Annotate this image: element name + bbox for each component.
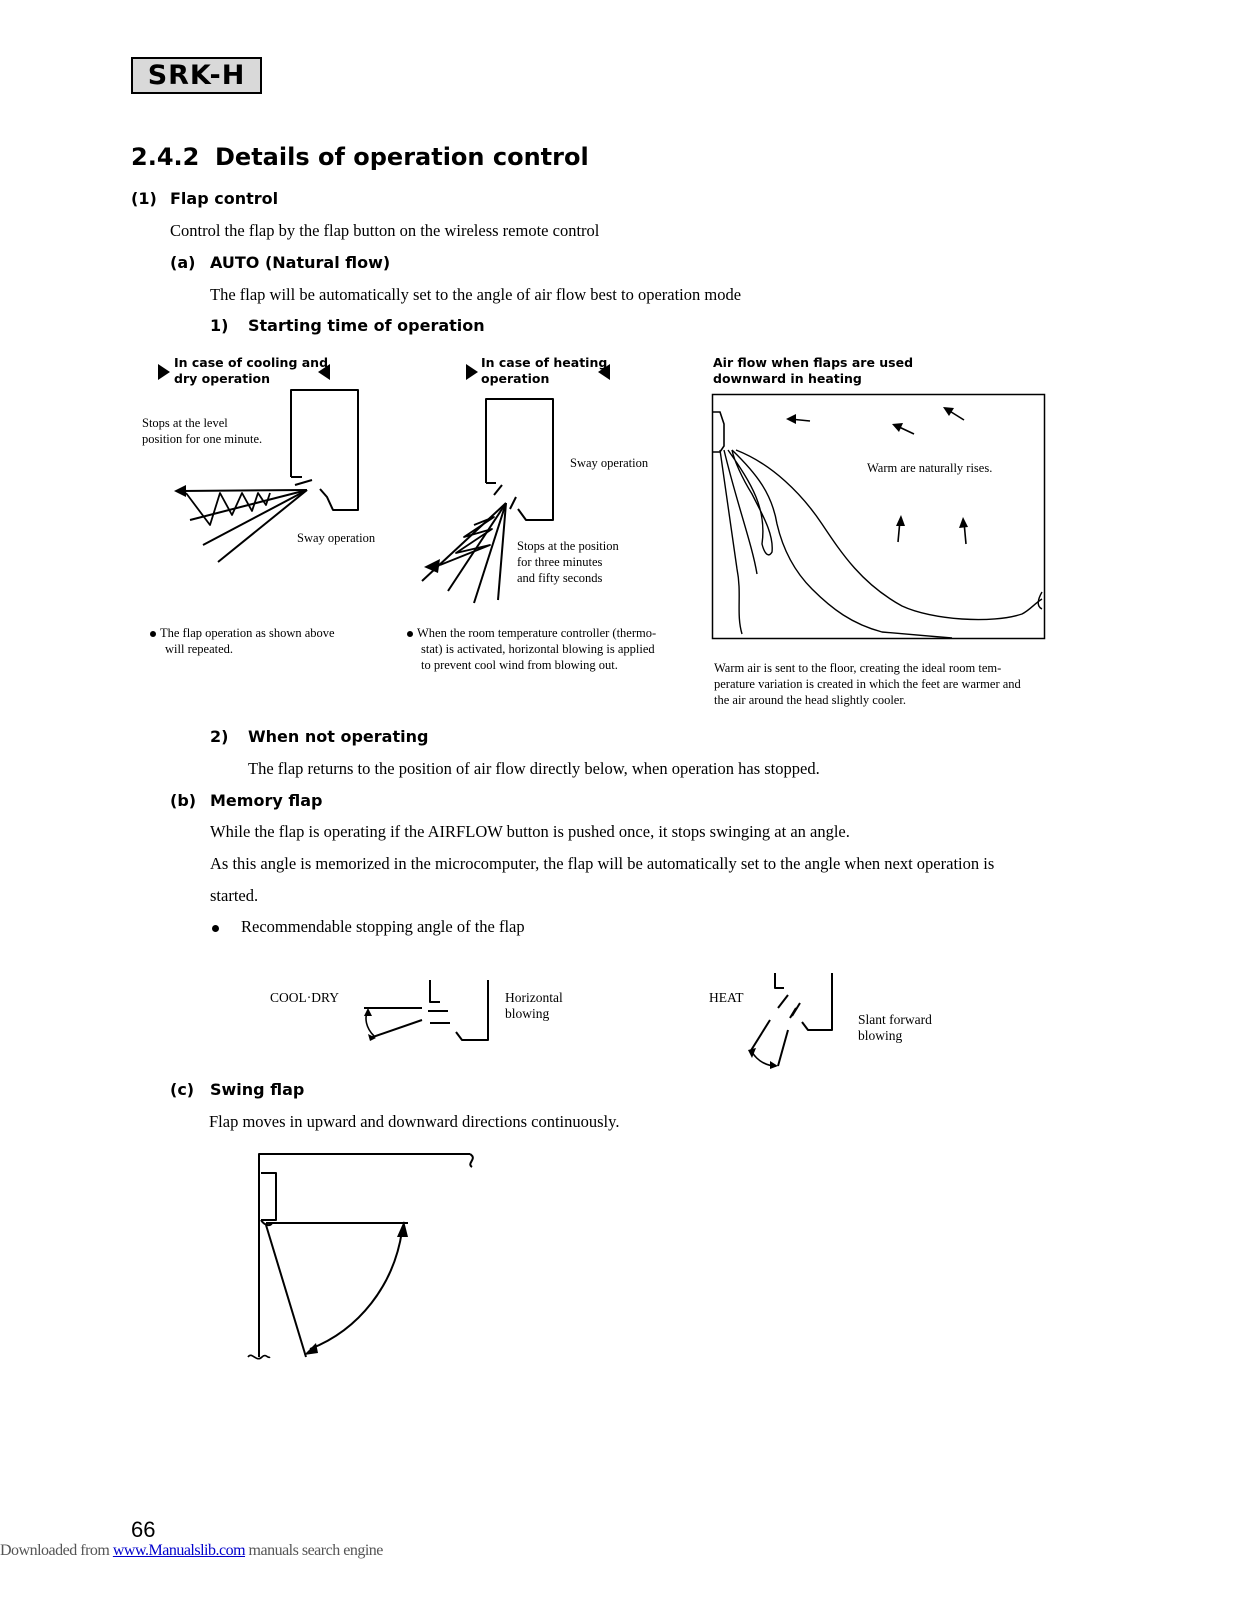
arrow-icon xyxy=(304,1343,318,1355)
right-pointer-icon xyxy=(158,364,170,380)
cool-dry-angle-diagram xyxy=(360,978,492,1044)
arrow-icon xyxy=(896,515,905,526)
flap-control-intro: Control the flap by the flap button on the wireless remote control xyxy=(170,221,600,240)
cooling-heading-line2: dry operation xyxy=(174,371,270,386)
cooling-heading-line1: In case of cooling and xyxy=(174,355,329,370)
footer-suffix: manuals search engine xyxy=(245,1542,383,1559)
starting-number: 1) xyxy=(210,316,229,335)
memory-desc-line1: While the flap is operating if the AIRFLOW button is pushed once, it stops swinging at an angle. xyxy=(210,822,850,841)
heating-note-line2: stat) is activated, horizontal blowing is applied xyxy=(421,642,655,656)
auto-title: AUTO (Natural flow) xyxy=(210,253,391,272)
heating-flap-diagram xyxy=(410,395,570,610)
bullet-icon xyxy=(150,631,156,637)
cooling-note-line2: will repeated. xyxy=(165,642,234,656)
airflow-caption-line1: Warm air is sent to the floor, creating the ideal room tem- xyxy=(714,661,1002,675)
swing-letter: (c) xyxy=(170,1080,195,1099)
memory-desc-line3: started. xyxy=(210,886,259,905)
arrow-icon xyxy=(943,407,954,416)
cooling-sway-label: Sway operation xyxy=(297,531,376,545)
not-operating-number: 2) xyxy=(210,727,229,746)
right-pointer-icon xyxy=(466,364,478,380)
arrow-icon xyxy=(786,414,796,424)
memory-desc-line2: As this angle is memorized in the microcomputer, the flap will be automatically set to the angle when next operation is xyxy=(210,854,995,873)
airflow-caption-line3: the air around the head slightly cooler. xyxy=(714,693,906,707)
heating-note-line3: to prevent cool wind from blowing out. xyxy=(421,658,618,672)
section-heading xyxy=(131,143,589,171)
footer-link[interactable]: www.Manualslib.com xyxy=(112,1542,246,1559)
airflow-heading-line1: Air flow when flaps are used xyxy=(713,355,914,370)
not-operating-desc: The flap returns to the position of air flow directly below, when operation has stopped. xyxy=(248,759,820,778)
heat-desc-line1: Slant forward xyxy=(858,1012,932,1027)
model-badge: SRK-H xyxy=(131,57,262,94)
download-footer xyxy=(0,1542,383,1560)
heating-heading-line2: operation xyxy=(481,371,550,386)
airflow-heading-line2: downward in heating xyxy=(713,371,862,386)
arrow-icon xyxy=(368,1034,376,1041)
bullet-icon xyxy=(407,631,413,637)
arrow-icon xyxy=(959,517,968,528)
airflow-caption-line2: perature variation is created in which the feet are warmer and xyxy=(714,677,1021,691)
heating-stop-line1: Stops at the position xyxy=(517,539,619,553)
heating-stop-line2: for three minutes xyxy=(517,555,603,569)
cooling-flap-diagram xyxy=(170,385,370,575)
cool-dry-label: COOL·DRY xyxy=(270,990,340,1005)
starting-title: Starting time of operation xyxy=(248,316,485,335)
swing-title: Swing flap xyxy=(210,1080,305,1099)
flap-control-title: Flap control xyxy=(170,189,279,208)
swing-flap-diagram xyxy=(244,1145,480,1371)
memory-title: Memory flap xyxy=(210,791,323,810)
auto-heading xyxy=(170,253,390,272)
heating-note-line1: When the room temperature controller (thermo- xyxy=(407,625,656,641)
memory-letter: (b) xyxy=(170,791,197,810)
arrow-icon xyxy=(770,1061,778,1069)
not-operating-heading xyxy=(210,727,428,746)
section-number: 2.4.2 xyxy=(131,143,200,171)
starting-heading xyxy=(210,316,485,335)
cooling-stop-line1: Stops at the level xyxy=(142,416,228,430)
heating-heading-line1: In case of heating xyxy=(481,355,608,370)
heat-angle-diagram xyxy=(742,970,842,1072)
auto-letter: (a) xyxy=(170,253,196,272)
flap-control-heading xyxy=(131,189,278,208)
warm-rise-label: Warm are naturally rises. xyxy=(867,461,993,475)
footer-prefix: Downloaded from xyxy=(0,1542,113,1559)
heat-desc-line2: blowing xyxy=(858,1028,903,1043)
cooling-note-line1: The flap operation as shown above xyxy=(150,625,335,641)
indoor-unit xyxy=(713,412,724,452)
flap-control-number: (1) xyxy=(131,189,157,208)
heating-stop-line3: and fifty seconds xyxy=(517,571,603,585)
memory-bullet: Recommendable stopping angle of the flap xyxy=(212,917,525,937)
cool-desc-line1: Horizontal xyxy=(505,990,563,1005)
swing-heading xyxy=(170,1080,304,1099)
room-airflow-diagram xyxy=(712,394,1046,640)
cooling-stop-line2: position for one minute. xyxy=(142,432,263,446)
cool-desc-line2: blowing xyxy=(505,1006,550,1021)
swing-desc: Flap moves in upward and downward directions continuously. xyxy=(209,1112,620,1131)
heating-sway-label: Sway operation xyxy=(570,456,649,470)
heat-label: HEAT xyxy=(709,990,744,1005)
memory-heading xyxy=(170,791,322,810)
bullet-icon xyxy=(212,925,219,932)
sway-arrowhead-icon xyxy=(174,485,186,497)
arrow-icon xyxy=(364,1008,372,1016)
not-operating-title: When not operating xyxy=(248,727,429,746)
section-title: Details of operation control xyxy=(215,143,589,171)
auto-desc: The flap will be automatically set to the angle of air flow best to operation mode xyxy=(210,285,742,304)
page-number: 66 xyxy=(131,1517,156,1542)
